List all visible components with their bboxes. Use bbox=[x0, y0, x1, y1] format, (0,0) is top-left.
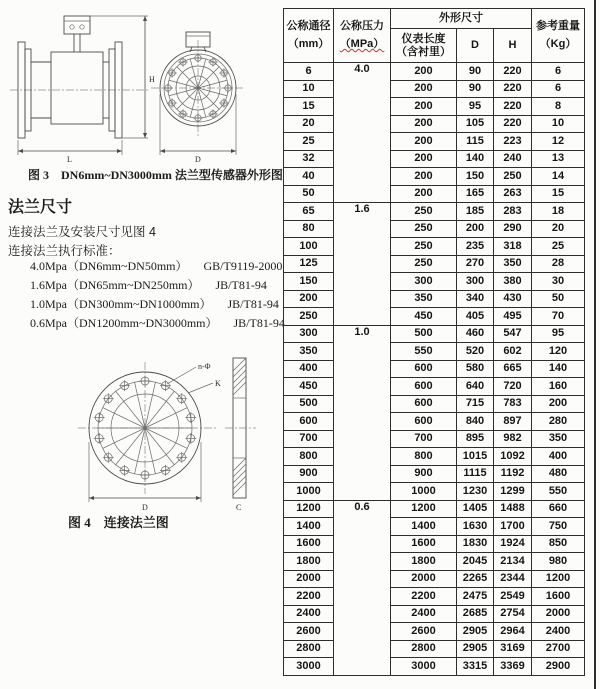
cell-d: 520 bbox=[457, 343, 494, 361]
table-row bbox=[284, 430, 585, 448]
header-nominal-pressure bbox=[334, 9, 391, 63]
table-row bbox=[284, 605, 585, 623]
fig3-caption: 图 3 DN6mm~DN3000mm 法兰型传感器外形图 bbox=[28, 168, 283, 182]
cell-length: 200 bbox=[391, 115, 457, 133]
flange-line1: 连接法兰及安装尺寸见图 4 bbox=[8, 225, 156, 239]
cell-d: 1230 bbox=[457, 483, 494, 501]
cell-dn: 40 bbox=[284, 168, 334, 186]
cell-d: 185 bbox=[457, 203, 494, 221]
cell-length: 200 bbox=[391, 150, 457, 168]
cell-h: 783 bbox=[494, 395, 532, 413]
cell-length: 200 bbox=[391, 168, 457, 186]
cell-h: 1924 bbox=[494, 535, 532, 553]
table-row bbox=[284, 185, 585, 203]
cell-dn: 450 bbox=[284, 378, 334, 396]
table-row bbox=[284, 640, 585, 658]
cell-weight: 28 bbox=[532, 255, 585, 273]
header-h: H bbox=[494, 29, 532, 63]
cell-d: 1630 bbox=[457, 518, 494, 536]
flange-section-heading: 法兰尺寸 bbox=[8, 199, 73, 216]
cell-d: 270 bbox=[457, 255, 494, 273]
cell-length: 200 bbox=[391, 63, 457, 81]
table-row bbox=[284, 553, 585, 571]
cell-d: 715 bbox=[457, 395, 494, 413]
cell-length: 200 bbox=[391, 185, 457, 203]
cell-h: 350 bbox=[494, 255, 532, 273]
table-row bbox=[284, 378, 585, 396]
cell-h: 2549 bbox=[494, 588, 532, 606]
standard-line bbox=[30, 314, 285, 333]
fig4-dim-c: C bbox=[236, 503, 242, 512]
cell-length: 600 bbox=[391, 360, 457, 378]
cell-h: 982 bbox=[494, 430, 532, 448]
cell-d: 90 bbox=[457, 63, 494, 81]
cell-h: 220 bbox=[494, 115, 532, 133]
cell-dn: 20 bbox=[284, 115, 334, 133]
cell-h: 380 bbox=[494, 273, 532, 291]
table-row bbox=[284, 325, 585, 343]
cell-dn: 2600 bbox=[284, 623, 334, 641]
table-row bbox=[284, 518, 585, 536]
cell-length: 2200 bbox=[391, 588, 457, 606]
table-row bbox=[284, 465, 585, 483]
cell-weight: 70 bbox=[532, 308, 585, 326]
cell-h: 1192 bbox=[494, 465, 532, 483]
cell-weight: 6 bbox=[532, 80, 585, 98]
cell-weight: 120 bbox=[532, 343, 585, 361]
cell-weight: 13 bbox=[532, 150, 585, 168]
cell-length: 200 bbox=[391, 98, 457, 116]
cell-length: 2600 bbox=[391, 623, 457, 641]
cell-length: 600 bbox=[391, 378, 457, 396]
cell-d: 1015 bbox=[457, 448, 494, 466]
cell-d: 2905 bbox=[457, 623, 494, 641]
cell-weight: 18 bbox=[532, 203, 585, 221]
cell-length: 2000 bbox=[391, 570, 457, 588]
cell-dn: 15 bbox=[284, 98, 334, 116]
cell-weight: 980 bbox=[532, 553, 585, 571]
cell-h: 2134 bbox=[494, 553, 532, 571]
cell-d: 115 bbox=[457, 133, 494, 151]
cell-weight: 550 bbox=[532, 483, 585, 501]
fig3-dim-d: D bbox=[195, 155, 201, 164]
cell-d: 3315 bbox=[457, 658, 494, 676]
table-row bbox=[284, 535, 585, 553]
fig4-caption: 图 4 连接法兰图 bbox=[68, 515, 169, 530]
standard-spec: 0.6Mpa（DN1200mm~DN3000mm） bbox=[30, 316, 218, 330]
cell-length: 250 bbox=[391, 255, 457, 273]
fig4-drawing bbox=[20, 346, 270, 514]
table-row bbox=[284, 588, 585, 606]
cell-d: 1405 bbox=[457, 500, 494, 518]
cell-weight: 400 bbox=[532, 448, 585, 466]
table-row bbox=[284, 290, 585, 308]
cell-h: 495 bbox=[494, 308, 532, 326]
cell-d: 200 bbox=[457, 220, 494, 238]
cell-length: 250 bbox=[391, 238, 457, 256]
cell-d: 140 bbox=[457, 150, 494, 168]
table-row bbox=[284, 255, 585, 273]
cell-weight: 2000 bbox=[532, 605, 585, 623]
cell-pressure: 1.6 bbox=[334, 203, 391, 326]
cell-weight: 1600 bbox=[532, 588, 585, 606]
cell-h: 290 bbox=[494, 220, 532, 238]
cell-h: 897 bbox=[494, 413, 532, 431]
cell-dn: 300 bbox=[284, 325, 334, 343]
header-meter-length bbox=[391, 29, 457, 63]
fig4-dim-d: D bbox=[142, 503, 148, 512]
cell-weight: 1200 bbox=[532, 570, 585, 588]
cell-weight: 660 bbox=[532, 500, 585, 518]
cell-d: 895 bbox=[457, 430, 494, 448]
cell-dn: 400 bbox=[284, 360, 334, 378]
table-row bbox=[284, 80, 585, 98]
header-d: D bbox=[457, 29, 494, 63]
cell-d: 95 bbox=[457, 98, 494, 116]
table-row bbox=[284, 238, 585, 256]
cell-d: 2475 bbox=[457, 588, 494, 606]
cell-length: 600 bbox=[391, 413, 457, 431]
cell-dn: 250 bbox=[284, 308, 334, 326]
cell-dn: 600 bbox=[284, 413, 334, 431]
header-wt-unit: （Kg） bbox=[539, 38, 577, 50]
standard-line bbox=[30, 257, 285, 276]
table-row bbox=[284, 500, 585, 518]
cell-length: 1400 bbox=[391, 518, 457, 536]
fig4-hatch-top bbox=[233, 358, 246, 395]
cell-d: 90 bbox=[457, 80, 494, 98]
cell-d: 300 bbox=[457, 273, 494, 291]
cell-h: 2754 bbox=[494, 605, 532, 623]
table-row bbox=[284, 343, 585, 361]
cell-d: 105 bbox=[457, 115, 494, 133]
cell-weight: 6 bbox=[532, 63, 585, 81]
cell-h: 3169 bbox=[494, 640, 532, 658]
cell-dn: 50 bbox=[284, 185, 334, 203]
cell-length: 2400 bbox=[391, 605, 457, 623]
cell-weight: 2700 bbox=[532, 640, 585, 658]
table-header-row-1 bbox=[284, 9, 585, 29]
table-row bbox=[284, 483, 585, 501]
cell-weight: 200 bbox=[532, 395, 585, 413]
cell-dn: 3000 bbox=[284, 658, 334, 676]
cell-weight: 50 bbox=[532, 290, 585, 308]
cell-d: 2685 bbox=[457, 605, 494, 623]
cell-h: 220 bbox=[494, 80, 532, 98]
standard-code: JB/T81-94 bbox=[227, 297, 279, 311]
cell-h: 720 bbox=[494, 378, 532, 396]
table-row bbox=[284, 658, 585, 676]
cell-h: 240 bbox=[494, 150, 532, 168]
cell-dn: 80 bbox=[284, 220, 334, 238]
cell-h: 250 bbox=[494, 168, 532, 186]
table-row bbox=[284, 360, 585, 378]
standard-code: JB/T81-94 bbox=[215, 278, 267, 292]
cell-pressure: 1.0 bbox=[334, 325, 391, 500]
cell-length: 1600 bbox=[391, 535, 457, 553]
cell-length: 2800 bbox=[391, 640, 457, 658]
cell-h: 602 bbox=[494, 343, 532, 361]
table-row bbox=[284, 623, 585, 641]
cell-d: 460 bbox=[457, 325, 494, 343]
table-row bbox=[284, 413, 585, 431]
cell-h: 1700 bbox=[494, 518, 532, 536]
table-row bbox=[284, 220, 585, 238]
cell-h: 2344 bbox=[494, 570, 532, 588]
standard-code: JB/T81-94 bbox=[233, 316, 285, 330]
cell-h: 1092 bbox=[494, 448, 532, 466]
cell-weight: 280 bbox=[532, 413, 585, 431]
header-len-line2: （含衬里） bbox=[396, 45, 451, 58]
cell-d: 1115 bbox=[457, 465, 494, 483]
standard-code: GB/T9119-2000 bbox=[203, 259, 283, 273]
standard-line bbox=[30, 276, 285, 295]
cell-length: 1800 bbox=[391, 553, 457, 571]
cell-dn: 25 bbox=[284, 133, 334, 151]
cell-h: 220 bbox=[494, 98, 532, 116]
cell-dn: 2200 bbox=[284, 588, 334, 606]
fig4-label-nphi: n-Φ bbox=[198, 362, 211, 371]
cell-weight: 480 bbox=[532, 465, 585, 483]
header-reference-weight bbox=[532, 9, 585, 63]
cell-h: 665 bbox=[494, 360, 532, 378]
table-row bbox=[284, 395, 585, 413]
cell-d: 405 bbox=[457, 308, 494, 326]
fig4-label-k: K bbox=[215, 379, 221, 388]
cell-d: 235 bbox=[457, 238, 494, 256]
cell-weight: 10 bbox=[532, 115, 585, 133]
cell-dn: 700 bbox=[284, 430, 334, 448]
cell-dn: 1000 bbox=[284, 483, 334, 501]
cell-d: 165 bbox=[457, 185, 494, 203]
cell-length: 300 bbox=[391, 273, 457, 291]
fig3-dim-l: L bbox=[67, 155, 72, 164]
table-row bbox=[284, 150, 585, 168]
cell-dn: 2400 bbox=[284, 605, 334, 623]
spec-table-body bbox=[284, 63, 585, 676]
cell-d: 580 bbox=[457, 360, 494, 378]
cell-length: 3000 bbox=[391, 658, 457, 676]
cell-d: 340 bbox=[457, 290, 494, 308]
cell-dn: 350 bbox=[284, 343, 334, 361]
cell-weight: 140 bbox=[532, 360, 585, 378]
standard-spec: 1.0Mpa（DN300mm~DN1000mm） bbox=[30, 297, 212, 311]
table-row bbox=[284, 63, 585, 81]
cell-dn: 1800 bbox=[284, 553, 334, 571]
cell-h: 263 bbox=[494, 185, 532, 203]
cell-h: 547 bbox=[494, 325, 532, 343]
cell-weight: 850 bbox=[532, 535, 585, 553]
header-dn-unit: （mm） bbox=[287, 38, 330, 50]
cell-weight: 20 bbox=[532, 220, 585, 238]
cell-dn: 32 bbox=[284, 150, 334, 168]
cell-dn: 10 bbox=[284, 80, 334, 98]
cell-weight: 14 bbox=[532, 168, 585, 186]
cell-dn: 150 bbox=[284, 273, 334, 291]
cell-h: 318 bbox=[494, 238, 532, 256]
cell-length: 900 bbox=[391, 465, 457, 483]
table-row bbox=[284, 115, 585, 133]
table-row bbox=[284, 203, 585, 221]
cell-length: 450 bbox=[391, 308, 457, 326]
cell-length: 500 bbox=[391, 325, 457, 343]
standards-list bbox=[30, 257, 285, 333]
header-outline-dimensions: 外形尺寸 bbox=[391, 9, 532, 29]
flange-line2: 连接法兰执行标准： bbox=[8, 244, 121, 258]
cell-dn: 100 bbox=[284, 238, 334, 256]
cell-dn: 900 bbox=[284, 465, 334, 483]
header-pn-unit: （MPa） bbox=[339, 38, 385, 50]
cell-dn: 800 bbox=[284, 448, 334, 466]
cell-d: 1830 bbox=[457, 535, 494, 553]
cell-dn: 2000 bbox=[284, 570, 334, 588]
cell-h: 223 bbox=[494, 133, 532, 151]
cell-length: 800 bbox=[391, 448, 457, 466]
table-row bbox=[284, 168, 585, 186]
page-right-rule bbox=[594, 0, 596, 689]
fig3-dim-h: H bbox=[149, 75, 155, 84]
cell-dn: 1400 bbox=[284, 518, 334, 536]
cell-length: 250 bbox=[391, 203, 457, 221]
cell-length: 250 bbox=[391, 220, 457, 238]
header-nominal-diameter bbox=[284, 9, 334, 63]
cell-dn: 2800 bbox=[284, 640, 334, 658]
cell-weight: 25 bbox=[532, 238, 585, 256]
header-pn-title: 公称压力 bbox=[340, 20, 384, 33]
cell-dn: 1200 bbox=[284, 500, 334, 518]
fig4-hatch-bottom bbox=[233, 458, 246, 495]
cell-d: 640 bbox=[457, 378, 494, 396]
cell-d: 2045 bbox=[457, 553, 494, 571]
header-len-line1: 仪表长度 bbox=[401, 32, 446, 45]
cell-pressure: 0.6 bbox=[334, 500, 391, 675]
cell-d: 2905 bbox=[457, 640, 494, 658]
spec-table bbox=[283, 8, 585, 676]
table-row bbox=[284, 98, 585, 116]
cell-dn: 125 bbox=[284, 255, 334, 273]
cell-dn: 1600 bbox=[284, 535, 334, 553]
cell-length: 200 bbox=[391, 80, 457, 98]
cell-dn: 6 bbox=[284, 63, 334, 81]
cell-dn: 200 bbox=[284, 290, 334, 308]
cell-weight: 15 bbox=[532, 185, 585, 203]
standard-spec: 4.0Mpa（DN6mm~DN50mm） bbox=[30, 259, 188, 273]
cell-dn: 65 bbox=[284, 203, 334, 221]
table-row bbox=[284, 273, 585, 291]
cell-weight: 2900 bbox=[532, 658, 585, 676]
cell-length: 550 bbox=[391, 343, 457, 361]
cell-weight: 95 bbox=[532, 325, 585, 343]
cell-length: 1200 bbox=[391, 500, 457, 518]
standard-line bbox=[30, 295, 285, 314]
cell-pressure: 4.0 bbox=[334, 63, 391, 203]
cell-h: 2964 bbox=[494, 623, 532, 641]
cell-length: 600 bbox=[391, 395, 457, 413]
cell-h: 3369 bbox=[494, 658, 532, 676]
cell-weight: 2400 bbox=[532, 623, 585, 641]
cell-dn: 500 bbox=[284, 395, 334, 413]
cell-h: 430 bbox=[494, 290, 532, 308]
cell-weight: 8 bbox=[532, 98, 585, 116]
cell-h: 283 bbox=[494, 203, 532, 221]
cell-length: 200 bbox=[391, 133, 457, 151]
cell-length: 700 bbox=[391, 430, 457, 448]
cell-d: 2265 bbox=[457, 570, 494, 588]
header-dn-title: 公称通径 bbox=[286, 20, 331, 33]
table-row bbox=[284, 308, 585, 326]
cell-length: 350 bbox=[391, 290, 457, 308]
cell-weight: 12 bbox=[532, 133, 585, 151]
table-row bbox=[284, 570, 585, 588]
standard-spec: 1.6Mpa（DN65mm~DN250mm） bbox=[30, 278, 200, 292]
table-row bbox=[284, 133, 585, 151]
cell-h: 1299 bbox=[494, 483, 532, 501]
fig3-drawing bbox=[4, 2, 266, 164]
cell-h: 220 bbox=[494, 63, 532, 81]
cell-d: 840 bbox=[457, 413, 494, 431]
header-wt-title: 参考重量 bbox=[536, 20, 580, 33]
cell-h: 1488 bbox=[494, 500, 532, 518]
cell-weight: 750 bbox=[532, 518, 585, 536]
cell-weight: 350 bbox=[532, 430, 585, 448]
table-row bbox=[284, 448, 585, 466]
cell-weight: 160 bbox=[532, 378, 585, 396]
cell-weight: 30 bbox=[532, 273, 585, 291]
cell-length: 1000 bbox=[391, 483, 457, 501]
cell-d: 150 bbox=[457, 168, 494, 186]
